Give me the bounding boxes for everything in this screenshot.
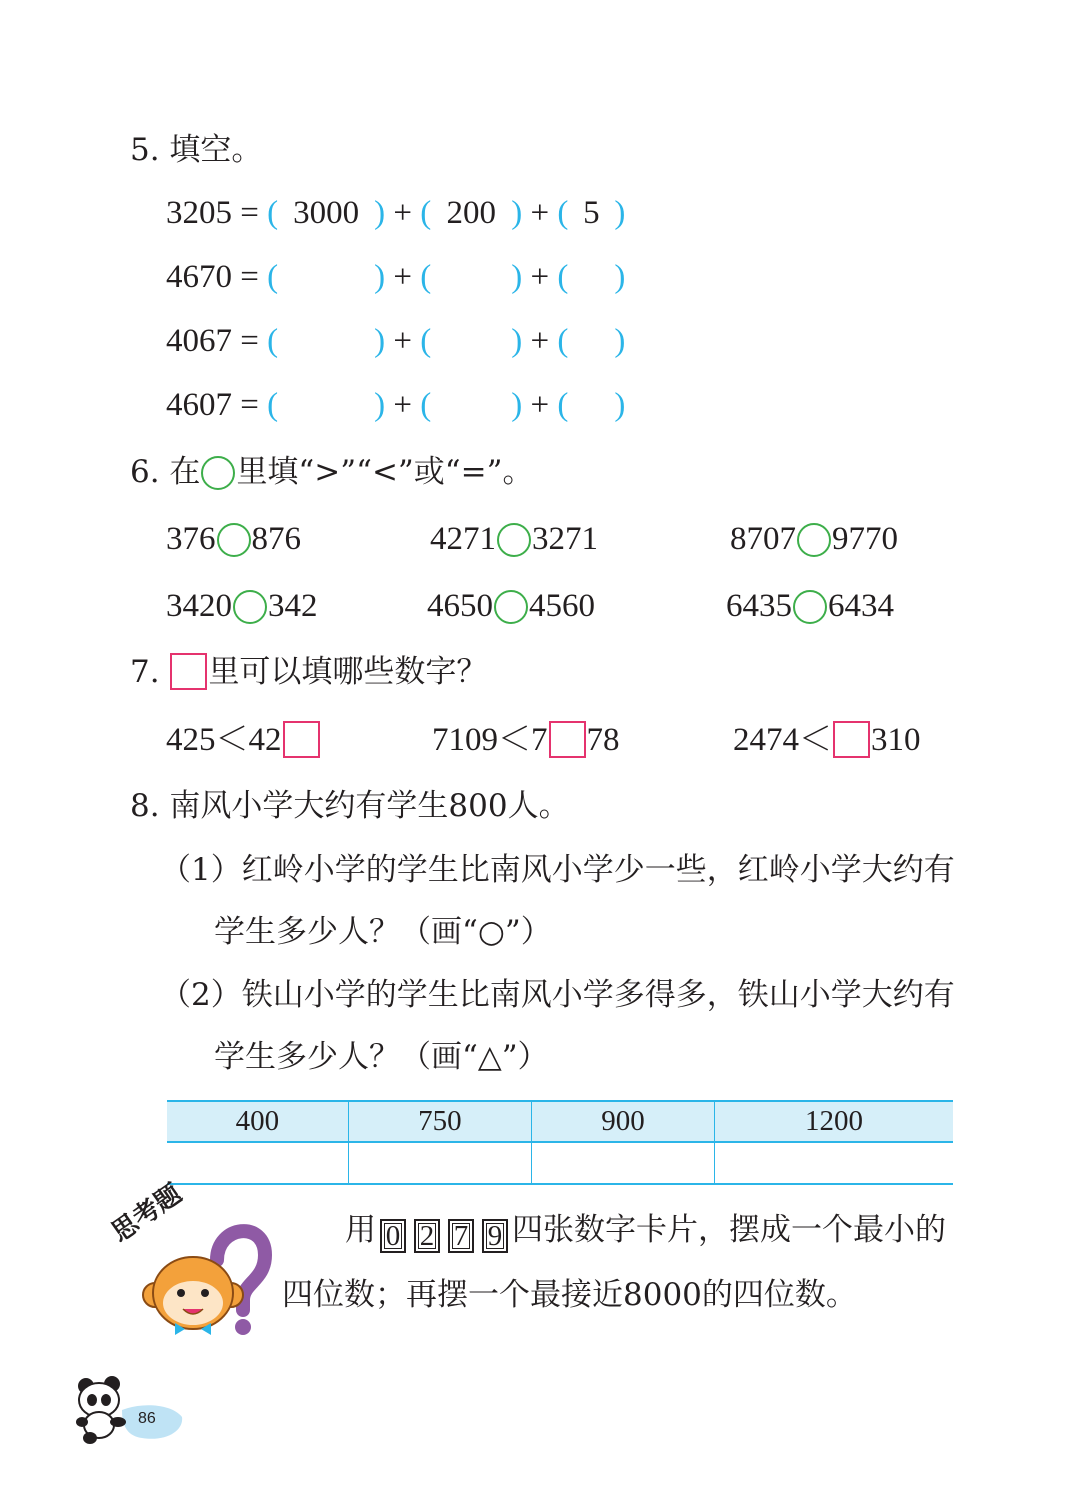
q6-item: 8707 9770 <box>730 521 898 557</box>
q7-item: 2474＜ 310 <box>733 722 921 758</box>
q6-title <box>130 452 533 492</box>
q5-row-3: 4067 = ( ) + ( ) + ( ) <box>166 323 626 359</box>
option-cell: 750 <box>348 1101 531 1142</box>
digit-card: 9 <box>482 1219 508 1253</box>
answer-cell[interactable] <box>715 1142 953 1184</box>
q6-item: 4271 3271 <box>430 521 598 557</box>
answer-cell[interactable] <box>531 1142 714 1184</box>
digit-card: 0 <box>380 1219 406 1253</box>
compare-circle[interactable] <box>233 590 267 624</box>
option-cell: 1200 <box>715 1101 953 1142</box>
q8-title: 8. 南风小学大约有学生800人。 <box>130 788 570 824</box>
digit-card: 7 <box>448 1219 474 1253</box>
panda-icon <box>72 1372 187 1447</box>
q5-blank[interactable]: 3000 <box>293 195 360 231</box>
q7-title-pre: 7. <box>130 654 160 690</box>
q7-item: 425＜42 <box>166 720 321 760</box>
compare-circle[interactable] <box>793 590 827 624</box>
q5-row-2: 4670 = ( ) + ( ) + ( ) <box>166 259 626 295</box>
option-cell: 900 <box>531 1101 714 1142</box>
q5-row-1: 3205 = ( 3000 ) + ( 200 ) + ( 5 ) <box>166 195 626 231</box>
q8-sub1-line1: （1）红岭小学的学生比南风小学少一些，红岭小学大约有 <box>160 852 955 888</box>
q5-row-left: 4670 <box>166 259 232 295</box>
options-answer-row <box>167 1142 953 1184</box>
options-table <box>167 1100 953 1185</box>
q7-item: 7109＜7 78 <box>432 722 620 758</box>
think-line1 <box>345 1210 946 1253</box>
option-cell: 400 <box>167 1101 348 1142</box>
q5-row-left: 4607 <box>166 387 232 423</box>
square-icon <box>170 653 207 690</box>
q5-row-left: 3205 <box>166 195 232 231</box>
q6-item: 376 876 <box>166 521 301 557</box>
q6-title-post: 里填“>”“<”或“=”。 <box>236 454 534 490</box>
compare-circle[interactable] <box>797 523 831 557</box>
answer-cell[interactable] <box>167 1142 348 1184</box>
think-badge: 思考题 <box>106 1178 188 1249</box>
compare-circle[interactable] <box>497 523 531 557</box>
digit-card: 2 <box>414 1219 440 1253</box>
circle-icon <box>201 456 235 490</box>
think-line2: 四位数；再摆一个最接近8000的四位数。 <box>282 1277 857 1313</box>
compare-circle[interactable] <box>217 523 251 557</box>
q6-title-pre: 6. 在 <box>130 454 201 490</box>
digit-box[interactable] <box>283 721 320 758</box>
q6-item: 6435 6434 <box>726 588 894 624</box>
q8-sub2-line2: 学生多少人？（画“△”） <box>214 1039 549 1075</box>
q5-row-4: 4607 = ( ) + ( ) + ( ) <box>166 387 626 423</box>
q5-blank[interactable]: 200 <box>446 195 496 231</box>
q7-title-post: 里可以填哪些数字？ <box>208 654 488 690</box>
digit-box[interactable] <box>549 721 586 758</box>
think-line1-post: 四张数字卡片，摆成一个最小的 <box>512 1212 946 1248</box>
q5-blank[interactable]: 5 <box>583 195 600 231</box>
q6-item: 4650 4560 <box>427 588 595 624</box>
q5-row-left: 4067 <box>166 323 232 359</box>
think-line1-pre: 用 <box>345 1212 376 1248</box>
q7-title <box>130 652 487 692</box>
q6-item: 3420 342 <box>166 588 318 624</box>
q5-title: 5. 填空。 <box>130 132 263 168</box>
q8-sub1-line2: 学生多少人？（画“○”） <box>214 914 552 950</box>
compare-circle[interactable] <box>494 590 528 624</box>
page-number: 86 <box>138 1410 156 1427</box>
answer-cell[interactable] <box>348 1142 531 1184</box>
q8-sub2-line1: （2）铁山小学的学生比南风小学多得多，铁山小学大约有 <box>160 977 955 1013</box>
options-header-row <box>167 1101 953 1142</box>
digit-box[interactable] <box>833 721 870 758</box>
